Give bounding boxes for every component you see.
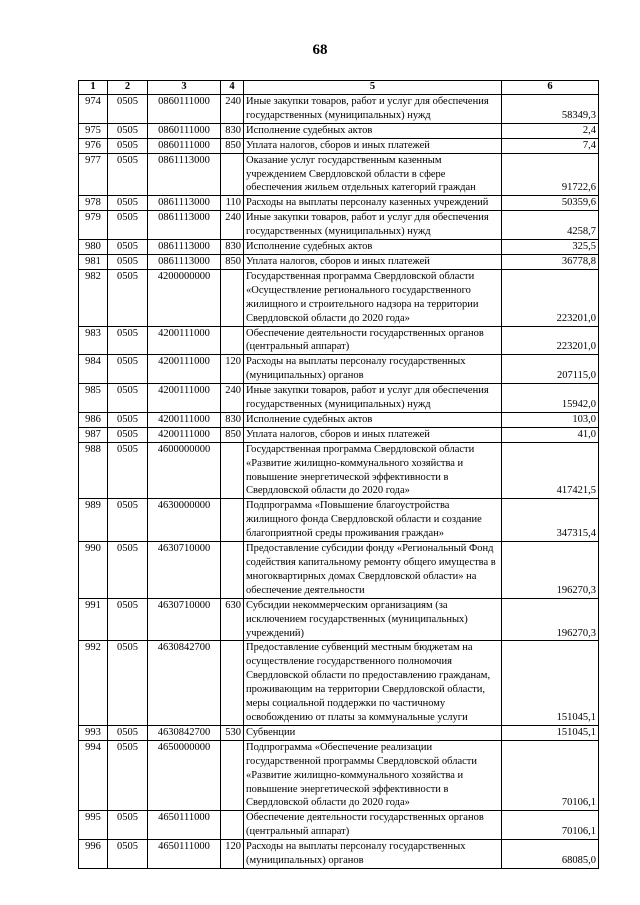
table-row [79,326,599,355]
row-number-cell: 986 [79,412,108,427]
target-article-cell: 4200111000 [148,427,221,442]
target-article-cell: 4200111000 [148,384,221,413]
description-cell: Субсидии некоммерческим организациям (за исключением государственных (муниципальных) учреждений) [244,598,502,641]
description-cell: Исполнение судебных актов [244,123,502,138]
row-number-cell: 982 [79,269,108,326]
column-header-1: 1 [79,81,108,95]
column-header-5: 5 [244,81,502,95]
amount-cell: 70106,1 [502,811,599,840]
expense-type-cell: 240 [221,211,244,240]
section-code-cell: 0505 [108,211,148,240]
section-code-cell: 0505 [108,740,148,811]
table-row [79,740,599,811]
amount-cell: 325,5 [502,240,599,255]
description-cell: Обеспечение деятельности государственных органов (центральный аппарат) [244,811,502,840]
description-cell: Уплата налогов, сборов и иных платежей [244,138,502,153]
expense-type-cell [221,269,244,326]
table-row [79,840,599,869]
description-cell: Оказание услуг государственным казенным учреждением Свердловской области в сфере обеспечения жильем отдельных категорий граждан [244,153,502,196]
target-article-cell: 0861113000 [148,211,221,240]
row-number-cell: 994 [79,740,108,811]
target-article-cell: 4600000000 [148,442,221,499]
amount-cell: 223201,0 [502,326,599,355]
section-code-cell: 0505 [108,542,148,599]
section-code-cell: 0505 [108,153,148,196]
amount-cell: 91722,6 [502,153,599,196]
expense-type-cell: 630 [221,598,244,641]
section-code-cell: 0505 [108,725,148,740]
target-article-cell: 4200111000 [148,412,221,427]
expense-type-cell [221,442,244,499]
amount-cell: 2,4 [502,123,599,138]
table-row [79,254,599,269]
table-row [79,240,599,255]
amount-cell: 151045,1 [502,641,599,725]
expense-type-cell: 120 [221,840,244,869]
amount-cell: 207115,0 [502,355,599,384]
target-article-cell: 4200111000 [148,355,221,384]
table-row [79,412,599,427]
section-code-cell: 0505 [108,196,148,211]
table-row [79,598,599,641]
section-code-cell: 0505 [108,641,148,725]
amount-cell: 196270,3 [502,598,599,641]
table-row [79,427,599,442]
row-number-cell: 976 [79,138,108,153]
description-cell: Иные закупки товаров, работ и услуг для обеспечения государственных (муниципальных) нужд [244,384,502,413]
table-row [79,811,599,840]
table-body [79,95,599,869]
row-number-cell: 996 [79,840,108,869]
section-code-cell: 0505 [108,811,148,840]
expense-type-cell [221,499,244,542]
description-cell: Исполнение судебных актов [244,240,502,255]
row-number-cell: 992 [79,641,108,725]
row-number-cell: 989 [79,499,108,542]
section-code-cell: 0505 [108,326,148,355]
target-article-cell: 0860111000 [148,138,221,153]
description-cell: Государственная программа Свердловской области «Осуществление регионального государственного жилищного и строительного надзора на территории Свердловской области до 2020 года» [244,269,502,326]
description-cell: Предоставление субсидии фонду «Региональный Фонд содействия капитальному ремонту общего имущества в многоквартирных домах Свердловской области» на обеспечение деятельности [244,542,502,599]
column-header-2: 2 [108,81,148,95]
table-row [79,196,599,211]
expense-type-cell [221,740,244,811]
description-cell: Уплата налогов, сборов и иных платежей [244,427,502,442]
row-number-cell: 983 [79,326,108,355]
row-number-cell: 975 [79,123,108,138]
row-number-cell: 995 [79,811,108,840]
column-header-6: 6 [502,81,599,95]
expense-type-cell [221,153,244,196]
table-header-row [79,81,599,95]
amount-cell: 70106,1 [502,740,599,811]
section-code-cell: 0505 [108,138,148,153]
section-code-cell: 0505 [108,355,148,384]
description-cell: Обеспечение деятельности государственных органов (центральный аппарат) [244,326,502,355]
expense-type-cell [221,811,244,840]
amount-cell: 7,4 [502,138,599,153]
expense-type-cell: 240 [221,95,244,124]
amount-cell: 151045,1 [502,725,599,740]
row-number-cell: 990 [79,542,108,599]
table-row [79,384,599,413]
column-header-4: 4 [221,81,244,95]
expense-type-cell: 850 [221,254,244,269]
target-article-cell: 0861113000 [148,196,221,211]
description-cell: Расходы на выплаты персоналу государственных (муниципальных) органов [244,355,502,384]
target-article-cell: 0861113000 [148,240,221,255]
expense-type-cell: 850 [221,138,244,153]
table-row [79,153,599,196]
table-row [79,138,599,153]
target-article-cell: 4200000000 [148,269,221,326]
row-number-cell: 987 [79,427,108,442]
section-code-cell: 0505 [108,427,148,442]
row-number-cell: 980 [79,240,108,255]
row-number-cell: 981 [79,254,108,269]
section-code-cell: 0505 [108,123,148,138]
table-row [79,542,599,599]
table-row [79,499,599,542]
section-code-cell: 0505 [108,269,148,326]
table-row [79,123,599,138]
section-code-cell: 0505 [108,384,148,413]
row-number-cell: 988 [79,442,108,499]
description-cell: Иные закупки товаров, работ и услуг для обеспечения государственных (муниципальных) нужд [244,95,502,124]
description-cell: Подпрограмма «Обеспечение реализации государственной программы Свердловской области «Развитие жилищно-коммунального хозяйства и повышение энергетической эффективности в Свердловской области до 2020 года» [244,740,502,811]
table-row [79,211,599,240]
target-article-cell: 4630710000 [148,542,221,599]
expense-type-cell: 830 [221,123,244,138]
amount-cell: 4258,7 [502,211,599,240]
target-article-cell: 4630842700 [148,725,221,740]
description-cell: Уплата налогов, сборов и иных платежей [244,254,502,269]
table-row [79,641,599,725]
table-row [79,442,599,499]
target-article-cell: 0860111000 [148,95,221,124]
amount-cell: 58349,3 [502,95,599,124]
expense-type-cell: 530 [221,725,244,740]
amount-cell: 36778,8 [502,254,599,269]
expense-type-cell: 830 [221,240,244,255]
description-cell: Расходы на выплаты персоналу государственных (муниципальных) органов [244,840,502,869]
row-number-cell: 991 [79,598,108,641]
target-article-cell: 4650111000 [148,840,221,869]
description-cell: Расходы на выплаты персоналу казенных учреждений [244,196,502,211]
amount-cell: 347315,4 [502,499,599,542]
expense-type-cell: 830 [221,412,244,427]
description-cell: Субвенции [244,725,502,740]
amount-cell: 417421,5 [502,442,599,499]
amount-cell: 68085,0 [502,840,599,869]
expense-type-cell: 240 [221,384,244,413]
amount-cell: 103,0 [502,412,599,427]
target-article-cell: 4630710000 [148,598,221,641]
section-code-cell: 0505 [108,240,148,255]
column-header-3: 3 [148,81,221,95]
amount-cell: 50359,6 [502,196,599,211]
row-number-cell: 985 [79,384,108,413]
amount-cell: 15942,0 [502,384,599,413]
row-number-cell: 979 [79,211,108,240]
expense-type-cell: 120 [221,355,244,384]
expense-type-cell: 110 [221,196,244,211]
description-cell: Государственная программа Свердловской области «Развитие жилищно-коммунального хозяйства и повышение энергетической эффективности в Свердловской области до 2020 года» [244,442,502,499]
description-cell: Подпрограмма «Повышение благоустройства жилищного фонда Свердловской области и создание благоприятной среды проживания граждан» [244,499,502,542]
row-number-cell: 977 [79,153,108,196]
description-cell: Исполнение судебных актов [244,412,502,427]
description-cell: Предоставление субвенций местным бюджетам на осуществление государственного полномочия Свердловской области по предоставлению гражданам, проживающим на территории Свердловской области, меры социальной поддержки по частичному освобождению от платы за коммунальные услуги [244,641,502,725]
table-row [79,269,599,326]
page-number: 68 [312,42,328,58]
row-number-cell: 978 [79,196,108,211]
section-code-cell: 0505 [108,442,148,499]
section-code-cell: 0505 [108,598,148,641]
expense-type-cell [221,326,244,355]
target-article-cell: 0860111000 [148,123,221,138]
target-article-cell: 4650000000 [148,740,221,811]
amount-cell: 223201,0 [502,269,599,326]
row-number-cell: 974 [79,95,108,124]
amount-cell: 196270,3 [502,542,599,599]
section-code-cell: 0505 [108,95,148,124]
target-article-cell: 0861113000 [148,153,221,196]
target-article-cell: 4200111000 [148,326,221,355]
target-article-cell: 4650111000 [148,811,221,840]
section-code-cell: 0505 [108,412,148,427]
expense-type-cell: 850 [221,427,244,442]
section-code-cell: 0505 [108,254,148,269]
description-cell: Иные закупки товаров, работ и услуг для обеспечения государственных (муниципальных) нужд [244,211,502,240]
expense-type-cell [221,641,244,725]
target-article-cell: 4630000000 [148,499,221,542]
budget-table [78,80,599,869]
table-row [79,725,599,740]
table-row [79,95,599,124]
section-code-cell: 0505 [108,499,148,542]
expense-type-cell [221,542,244,599]
row-number-cell: 993 [79,725,108,740]
target-article-cell: 4630842700 [148,641,221,725]
amount-cell: 41,0 [502,427,599,442]
section-code-cell: 0505 [108,840,148,869]
target-article-cell: 0861113000 [148,254,221,269]
table-row [79,355,599,384]
row-number-cell: 984 [79,355,108,384]
